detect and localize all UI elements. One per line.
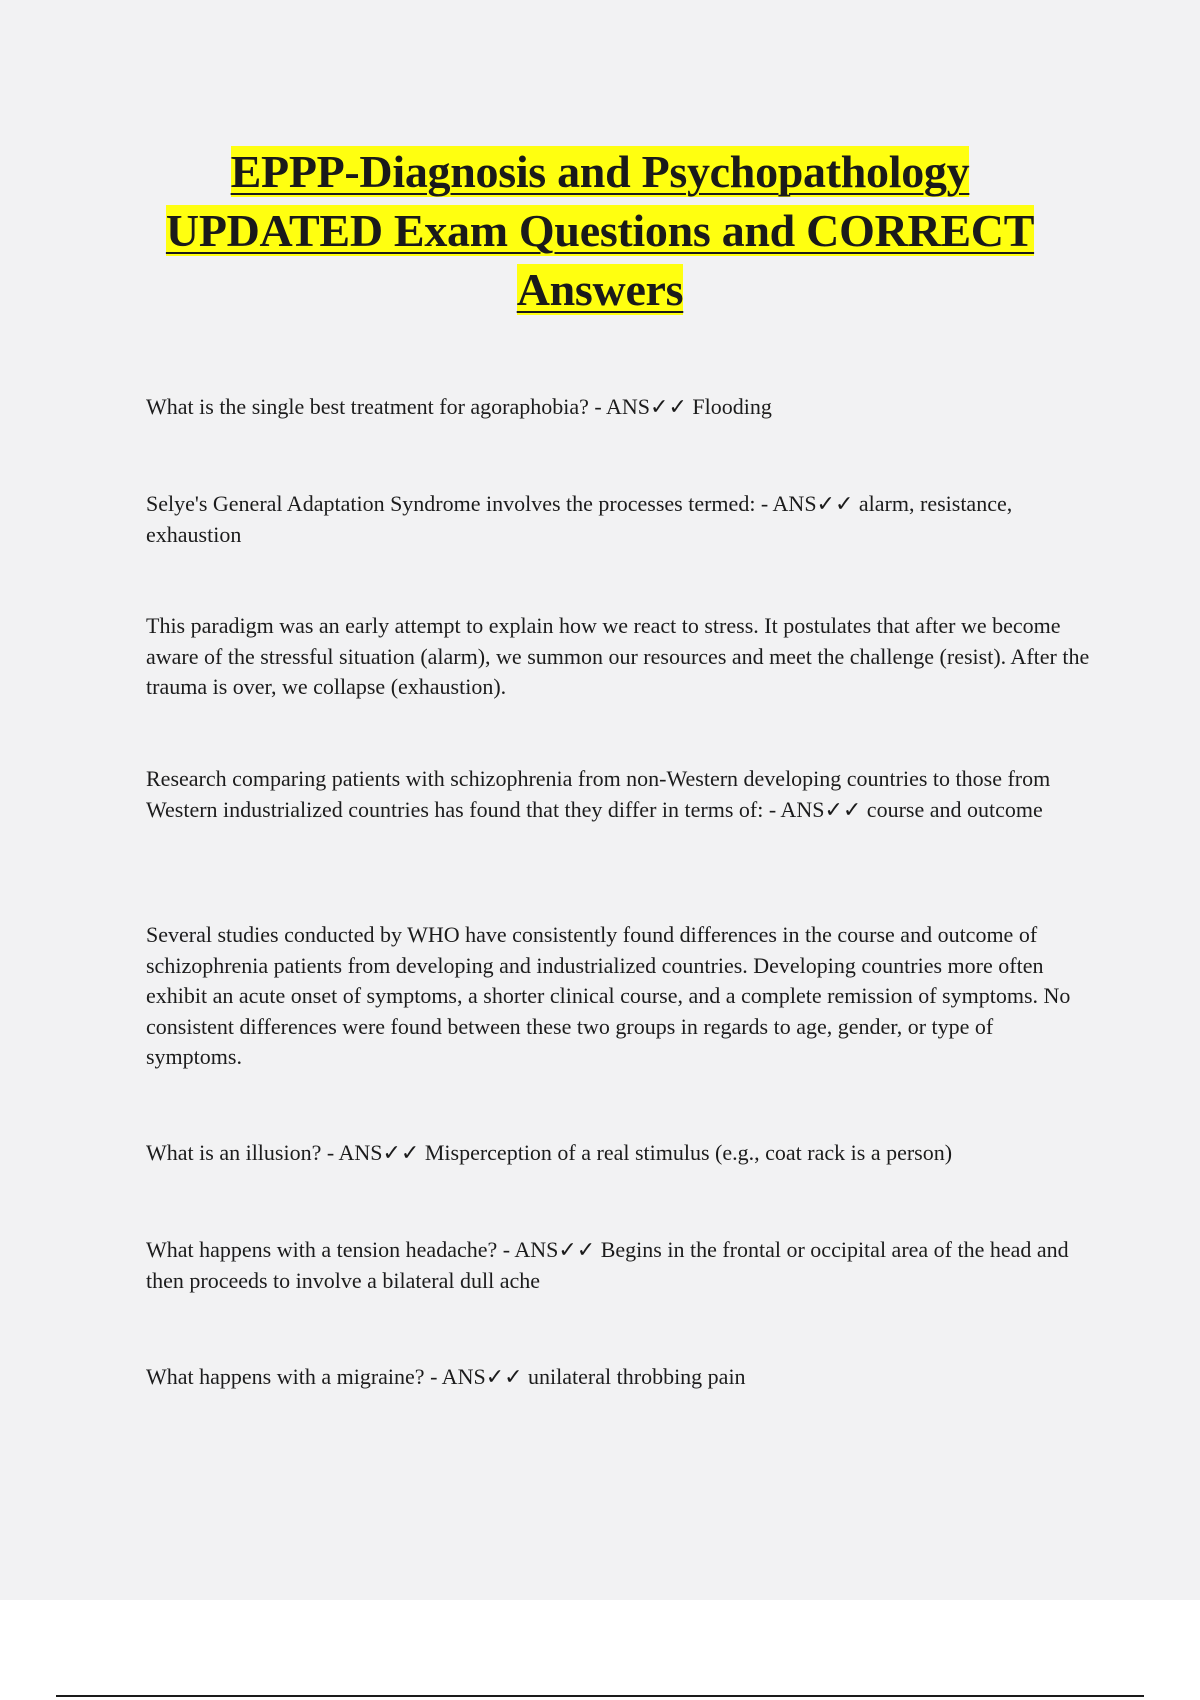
- qa-tension-headache: What happens with a tension headache? - ANS✓✓ Begins in the frontal or occipital area of the head and then proceeds to involve a bilateral dull ache: [146, 1237, 1069, 1293]
- title-line-1: EPPP-Diagnosis and Psychopathology: [230, 146, 970, 197]
- qa-illusion: What is an illusion? - ANS✓✓ Misperception of a real stimulus (e.g., coat rack is a person): [146, 1140, 953, 1165]
- explanation-who-studies: Several studies conducted by WHO have consistently found differences in the course and outcome of schizophrenia patients from developing and industrialized countries. Developing countries more often exhibit an acute onset of symptoms, a shorter clinical course, and a complete remission of symptoms. No consistent differences were found between these two groups in regards to age, gender, or type of symptoms.: [146, 922, 1071, 1069]
- footer-divider: [56, 1695, 1144, 1697]
- title-line-3: Answers: [516, 264, 684, 315]
- qa-schizophrenia-cross-cultural: Research comparing patients with schizophrenia from non-Western developing countries to those from Western industrialized countries has found that they differ in terms of: - ANS✓✓ course and outcome: [146, 766, 1051, 822]
- title-line-2: UPDATED Exam Questions and CORRECT: [165, 205, 1035, 256]
- explanation-gas-paradigm: This paradigm was an early attempt to explain how we react to stress. It postulates that after we become aware of the stressful situation (alarm), we summon our resources and meet the challenge (resist). After the trauma is over, we collapse (exhaustion).: [146, 613, 1090, 699]
- qa-general-adaptation-syndrome: Selye's General Adaptation Syndrome involves the processes termed: - ANS✓✓ alarm, resistance, exhaustion: [146, 491, 1013, 547]
- document-title: [100, 142, 1100, 319]
- qa-agoraphobia: What is the single best treatment for agoraphobia? - ANS✓✓ Flooding: [146, 394, 772, 419]
- qa-migraine: What happens with a migraine? - ANS✓✓ unilateral throbbing pain: [146, 1364, 746, 1389]
